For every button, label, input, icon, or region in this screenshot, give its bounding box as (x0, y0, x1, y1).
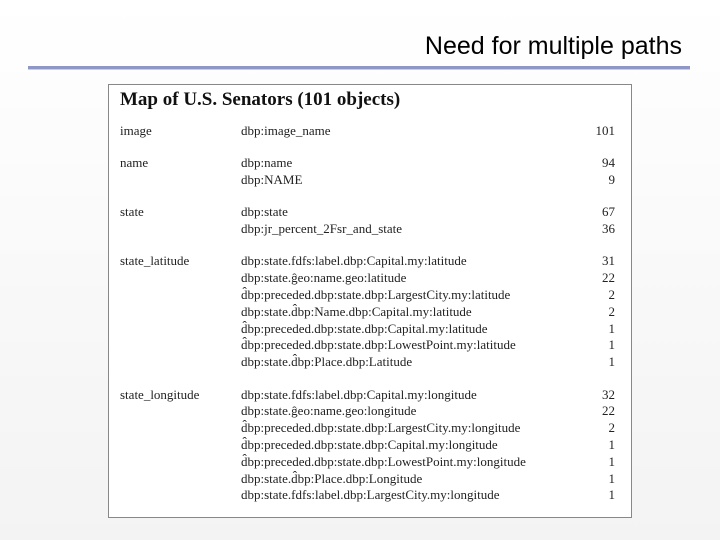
object-count: 94 (602, 155, 615, 171)
table-row (120, 123, 615, 140)
field-group (120, 204, 615, 238)
object-count: 31 (602, 253, 615, 269)
object-count: 1 (608, 354, 615, 370)
property-path: dbp:state.ĝeo:name.geo:latitude (241, 270, 407, 286)
field-name: name (120, 155, 149, 171)
table-row (120, 253, 615, 270)
property-path: dbp:state.fdfs:label.dbp:LargestCity.my:longitude (241, 487, 500, 503)
object-count: 1 (608, 470, 615, 486)
property-path: dbp:NAME (241, 172, 303, 188)
table-row (120, 337, 615, 354)
field-group (120, 253, 615, 371)
table-row (120, 321, 615, 338)
property-path: d̂bp:preceded.dbp:state.dbp:LowestPoint.my:longitude (241, 453, 526, 469)
table-row (120, 387, 615, 404)
property-path: dbp:state.fdfs:label.dbp:Capital.my:longitude (241, 386, 477, 402)
field-name: state (120, 204, 144, 220)
figure-title: Map of U.S. Senators (101 objects) (120, 89, 401, 110)
field-group (120, 123, 615, 140)
field-group (120, 155, 615, 189)
table-row (120, 287, 615, 304)
object-count: 9 (608, 172, 615, 188)
table-row (120, 172, 615, 189)
object-count: 22 (602, 270, 615, 286)
object-count: 101 (595, 123, 615, 138)
table-row (120, 221, 615, 238)
object-count: 1 (608, 453, 615, 469)
figure-screenshot (108, 84, 632, 518)
object-count: 1 (608, 436, 615, 452)
property-path: dbp:image_name (241, 123, 331, 138)
object-count: 32 (602, 386, 615, 402)
property-path: d̂bp:preceded.dbp:state.dbp:Capital.my:longitude (241, 436, 498, 452)
table-row (120, 204, 615, 221)
property-path: dbp:name (241, 155, 293, 171)
object-count: 67 (602, 204, 615, 220)
table-row (120, 437, 615, 454)
property-path: d̂bp:preceded.dbp:state.dbp:LowestPoint.my:latitude (241, 337, 516, 353)
property-path: d̂bp:preceded.dbp:state.dbp:Capital.my:latitude (241, 320, 488, 336)
table-row (120, 403, 615, 420)
table-row (120, 354, 615, 371)
property-path: dbp:state.d̂bp:Place.dbp:Longitude (241, 470, 423, 486)
object-count: 36 (602, 221, 615, 237)
property-path: dbp:state.ĝeo:name.geo:longitude (241, 403, 417, 419)
table-row (120, 454, 615, 471)
property-path: dbp:state.d̂bp:Place.dbp:Latitude (241, 354, 413, 370)
property-path: d̂bp:preceded.dbp:state.dbp:LargestCity.my:latitude (241, 287, 511, 303)
title-divider (28, 66, 690, 70)
object-count: 2 (608, 303, 615, 319)
field-name: state_latitude (120, 253, 190, 269)
path-table (120, 123, 615, 520)
property-path: dbp:state (241, 204, 288, 220)
table-row (120, 155, 615, 172)
slide-title: Need for multiple paths (424, 32, 682, 60)
table-row (120, 420, 615, 437)
field-group (120, 387, 615, 505)
property-path: dbp:state.d̂bp:Name.dbp:Capital.my:latitude (241, 303, 472, 319)
table-row (120, 304, 615, 321)
property-path: dbp:jr_percent_2Fsr_and_state (241, 221, 403, 237)
table-row (120, 471, 615, 488)
field-name: image (120, 123, 152, 138)
object-count: 2 (608, 420, 615, 436)
object-count: 1 (608, 487, 615, 503)
object-count: 22 (602, 403, 615, 419)
object-count: 1 (608, 337, 615, 353)
object-count: 1 (608, 320, 615, 336)
table-row (120, 487, 615, 504)
field-name: state_longitude (120, 386, 200, 402)
property-path: d̂bp:preceded.dbp:state.dbp:LargestCity.my:longitude (241, 420, 521, 436)
property-path: dbp:state.fdfs:label.dbp:Capital.my:latitude (241, 253, 467, 269)
object-count: 2 (608, 287, 615, 303)
table-row (120, 270, 615, 287)
